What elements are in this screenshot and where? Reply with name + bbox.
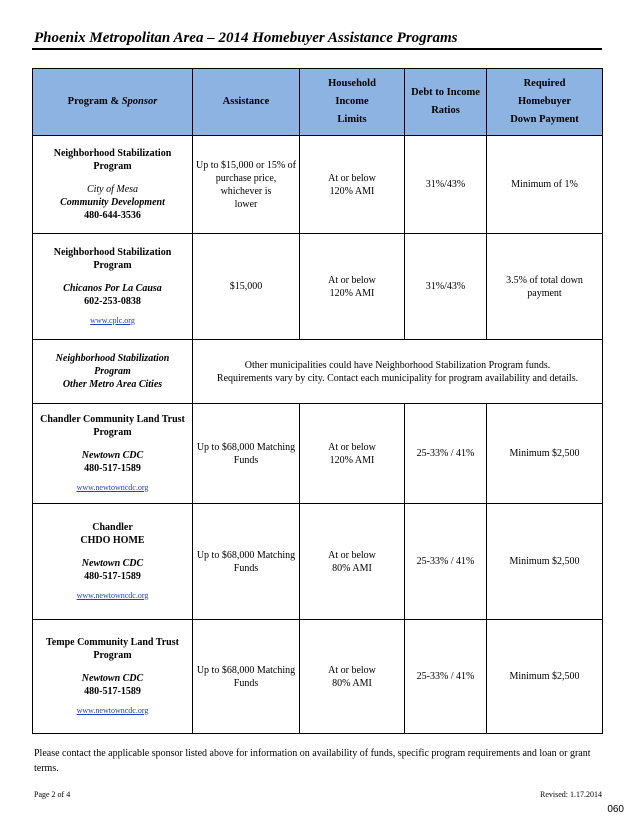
income-cell: At or below 80% AMI <box>300 504 405 620</box>
assistance-cell: $15,000 <box>193 234 300 340</box>
assistance-cell: Up to $68,000 Matching Funds <box>193 504 300 620</box>
program-cell: Chandler Community Land Trust Program Newtown CDC 480-517-1589 www.newtowncdc.org <box>33 404 193 504</box>
sponsor-website-link[interactable]: www.newtowncdc.org <box>76 591 149 600</box>
debt-cell: 25-33% / 41% <box>405 504 487 620</box>
down-payment-cell: Minimum $2,500 <box>487 404 603 504</box>
down-payment-cell: 3.5% of total down payment <box>487 234 603 340</box>
page-indicator: Page 2 of 4 <box>34 790 71 799</box>
document-title: Phoenix Metropolitan Area – 2014 Homebuyer Assistance Programs <box>34 30 458 46</box>
note-cell: Other municipalities could have Neighborhood Stabilization Program funds. Requirements vary by city. Contact each municipality for program availability and details. <box>193 340 603 404</box>
table-row <box>33 234 603 340</box>
down-payment-cell: Minimum of 1% <box>487 136 603 234</box>
assistance-cell: Up to $68,000 Matching Funds <box>193 404 300 504</box>
income-cell: At or below 120% AMI <box>300 404 405 504</box>
contact-footnote: Please contact the applicable sponsor listed above for information on availability of funds, specific program requirements and loan or grant terms. <box>34 748 591 774</box>
header-program: Program & Sponsor <box>33 69 193 136</box>
program-cell: Neighborhood Stabilization Program Chicanos Por La Causa 602-253-0838 www.cplc.org <box>33 234 193 340</box>
header-debt-ratios: Debt to Income Ratios <box>405 69 487 136</box>
program-cell: Chandler CHDO HOME Newtown CDC 480-517-1589 www.newtowncdc.org <box>33 504 193 620</box>
assistance-cell: Up to $68,000 Matching Funds <box>193 620 300 734</box>
income-cell: At or below 120% AMI <box>300 234 405 340</box>
header-assistance: Assistance <box>193 69 300 136</box>
revised-date: Revised: 1.17.2014 <box>540 790 602 799</box>
program-cell: Tempe Community Land Trust Program Newtown CDC 480-517-1589 www.newtowncdc.org <box>33 620 193 734</box>
down-payment-cell: Minimum $2,500 <box>487 620 603 734</box>
program-cell: Neighborhood Stabilization Program City of Mesa Community Development 480-644-3536 <box>33 136 193 234</box>
table-row <box>33 620 603 734</box>
header-down-payment: Required Homebuyer Down Payment <box>487 69 603 136</box>
header-income-limits: Household Income Limits <box>300 69 405 136</box>
sponsor-phone: 480-517-1589 <box>84 571 141 582</box>
title-rule <box>32 48 602 50</box>
down-payment-cell: Minimum $2,500 <box>487 504 603 620</box>
income-cell: At or below 120% AMI <box>300 136 405 234</box>
debt-cell: 25-33% / 41% <box>405 404 487 504</box>
table-header-row <box>33 69 603 136</box>
table-row <box>33 404 603 504</box>
sponsor-phone: 480-517-1589 <box>84 686 141 697</box>
income-cell: At or below 80% AMI <box>300 620 405 734</box>
sponsor-website-link[interactable]: www.cplc.org <box>90 316 135 325</box>
sponsor-website-link[interactable]: www.newtowncdc.org <box>76 483 149 492</box>
debt-cell: 31%/43% <box>405 136 487 234</box>
sponsor-phone: 480-644-3536 <box>84 210 141 221</box>
programs-table <box>32 68 603 734</box>
sponsor-website-link[interactable]: www.newtowncdc.org <box>76 706 149 715</box>
sponsor-phone: 602-253-0838 <box>84 296 141 307</box>
debt-cell: 31%/43% <box>405 234 487 340</box>
assistance-cell: Up to $15,000 or 15% of purchase price, whichever is lower <box>193 136 300 234</box>
table-row <box>33 504 603 620</box>
debt-cell: 25-33% / 41% <box>405 620 487 734</box>
program-cell: Neighborhood Stabilization Program Other Metro Area Cities <box>33 340 193 404</box>
page-number: 060 <box>607 804 624 815</box>
table-row <box>33 136 603 234</box>
sponsor-phone: 480-517-1589 <box>84 463 141 474</box>
table-row <box>33 340 603 404</box>
